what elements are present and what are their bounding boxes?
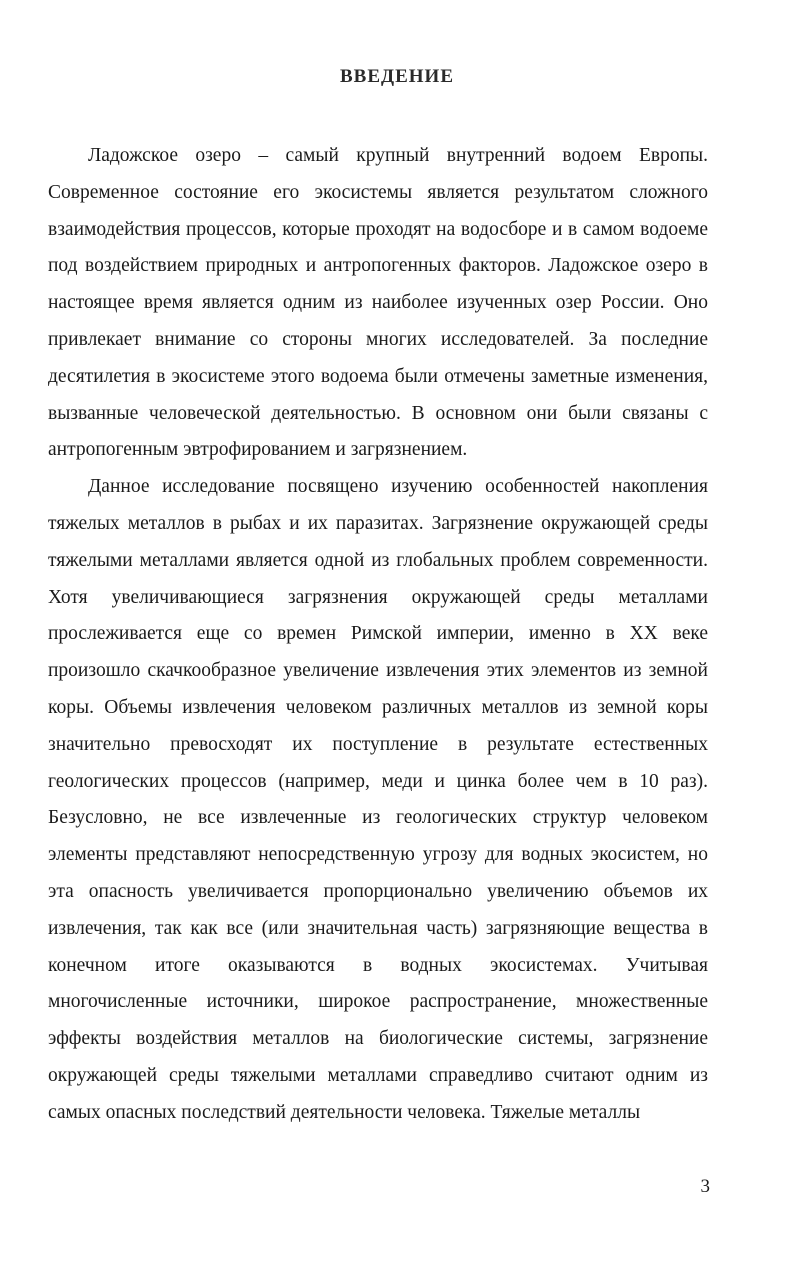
page-title: ВВЕДЕНИЕ bbox=[340, 66, 454, 87]
body-text bbox=[48, 138, 708, 1132]
paragraph-2: Данное исследование посвящено изучению особенностей накопления тяжелых металлов в рыбах и их паразитах. Загрязнение окружающей среды тяжелыми металлами является одной из глобальных проблем современности. Хотя увеличивающиеся загрязнения окружающей среды металлами прослеживается еще со времен Римской империи, именно в XX веке произошло скачкообразное увеличение извлечения этих элементов из земной коры. Объемы извлечения человеком различных металлов из земной коры значительно превосходят их поступление в результате естественных геологических процессов (например, меди и цинка более чем в 10 раз). Безусловно, не все извлеченные из геологических структур человеком элементы представляют непосредственную угрозу для водных экосистем, но эта опасность увеличивается пропорционально увеличению объемов их извлечения, так как все (или значительная часть) загрязняющие вещества в конечном итоге оказываются в водных экосистемах. Учитывая многочисленные источники, широкое распространение, множественные эффекты воздействия металлов на биологические системы, загрязнение окружающей среды тяжелыми металлами справедливо считают одним из самых опасных последствий деятельности человека. Тяжелые металлы bbox=[48, 476, 708, 1123]
paragraph-1: Ладожское озеро – самый крупный внутренний водоем Европы. Современное состояние его экосистемы является результатом сложного взаимодействия процессов, которые проходят на водосборе и в самом водоеме под воздействием природных и антропогенных факторов. Ладожское озеро в настоящее время является одним из наиболее изученных озер России. Оно привлекает внимание со стороны многих исследователей. За последние десятилетия в экосистеме этого водоема были отмечены заметные изменения, вызванные человеческой деятельностью. В основном они были связаны с антропогенным эвтрофированием и загрязнением. bbox=[48, 145, 708, 461]
page-number: 3 bbox=[700, 1176, 710, 1197]
